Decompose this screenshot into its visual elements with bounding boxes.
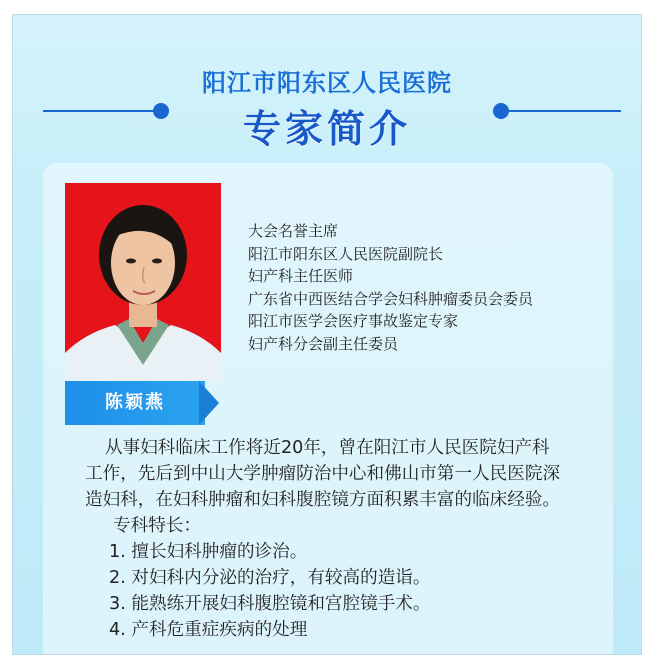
doctor-title-line: 大会名誉主席 xyxy=(248,222,339,240)
specialty-item: 3. 能熟练开展妇科腹腔镜和宫腔镜手术。 xyxy=(109,594,431,614)
doctor-title-line: 妇产科主任医师 xyxy=(248,267,354,285)
doctor-title-line: 妇产科分会副主任委员 xyxy=(248,334,399,353)
page-title: 专家简介 xyxy=(242,107,411,151)
doctor-name-banner xyxy=(65,381,223,425)
doctor-photo xyxy=(65,183,221,381)
doctor-bio xyxy=(85,435,625,643)
specialty-item: 4. 产科危重症疾病的处理 xyxy=(109,620,308,640)
bio-line: 造妇科，在妇科肿瘤和妇科腹腔镜方面积累丰富的临床经验。 xyxy=(85,490,561,510)
bio-line: 从事妇科临床工作将近20年，曾在阳江市人民医院妇产科 xyxy=(105,438,550,458)
doctor-title-line: 阳江市医学会医疗事故鉴定专家 xyxy=(248,312,459,330)
doctor-title-line: 阳江市阳东区人民医院副院长 xyxy=(248,244,444,263)
hospital-name: 阳江市阳东区人民医院 xyxy=(202,69,452,97)
specialty-item: 2. 对妇科内分泌的治疗，有较高的造诣。 xyxy=(109,568,431,588)
specialty-item: 1. 擅长妇科肿瘤的诊治。 xyxy=(109,542,308,562)
bio-line: 工作，先后到中山大学肿瘤防治中心和佛山市第一人民医院深 xyxy=(85,464,561,484)
page-edge xyxy=(643,14,657,655)
doctor-name: 陈颖燕 xyxy=(105,392,165,413)
expert-poster xyxy=(12,14,642,655)
specialty-heading: 专科特长： xyxy=(113,516,201,536)
doctor-title-line: 广东省中西医结合学会妇科肿瘤委员会委员 xyxy=(248,289,534,308)
doctor-titles xyxy=(248,220,533,355)
